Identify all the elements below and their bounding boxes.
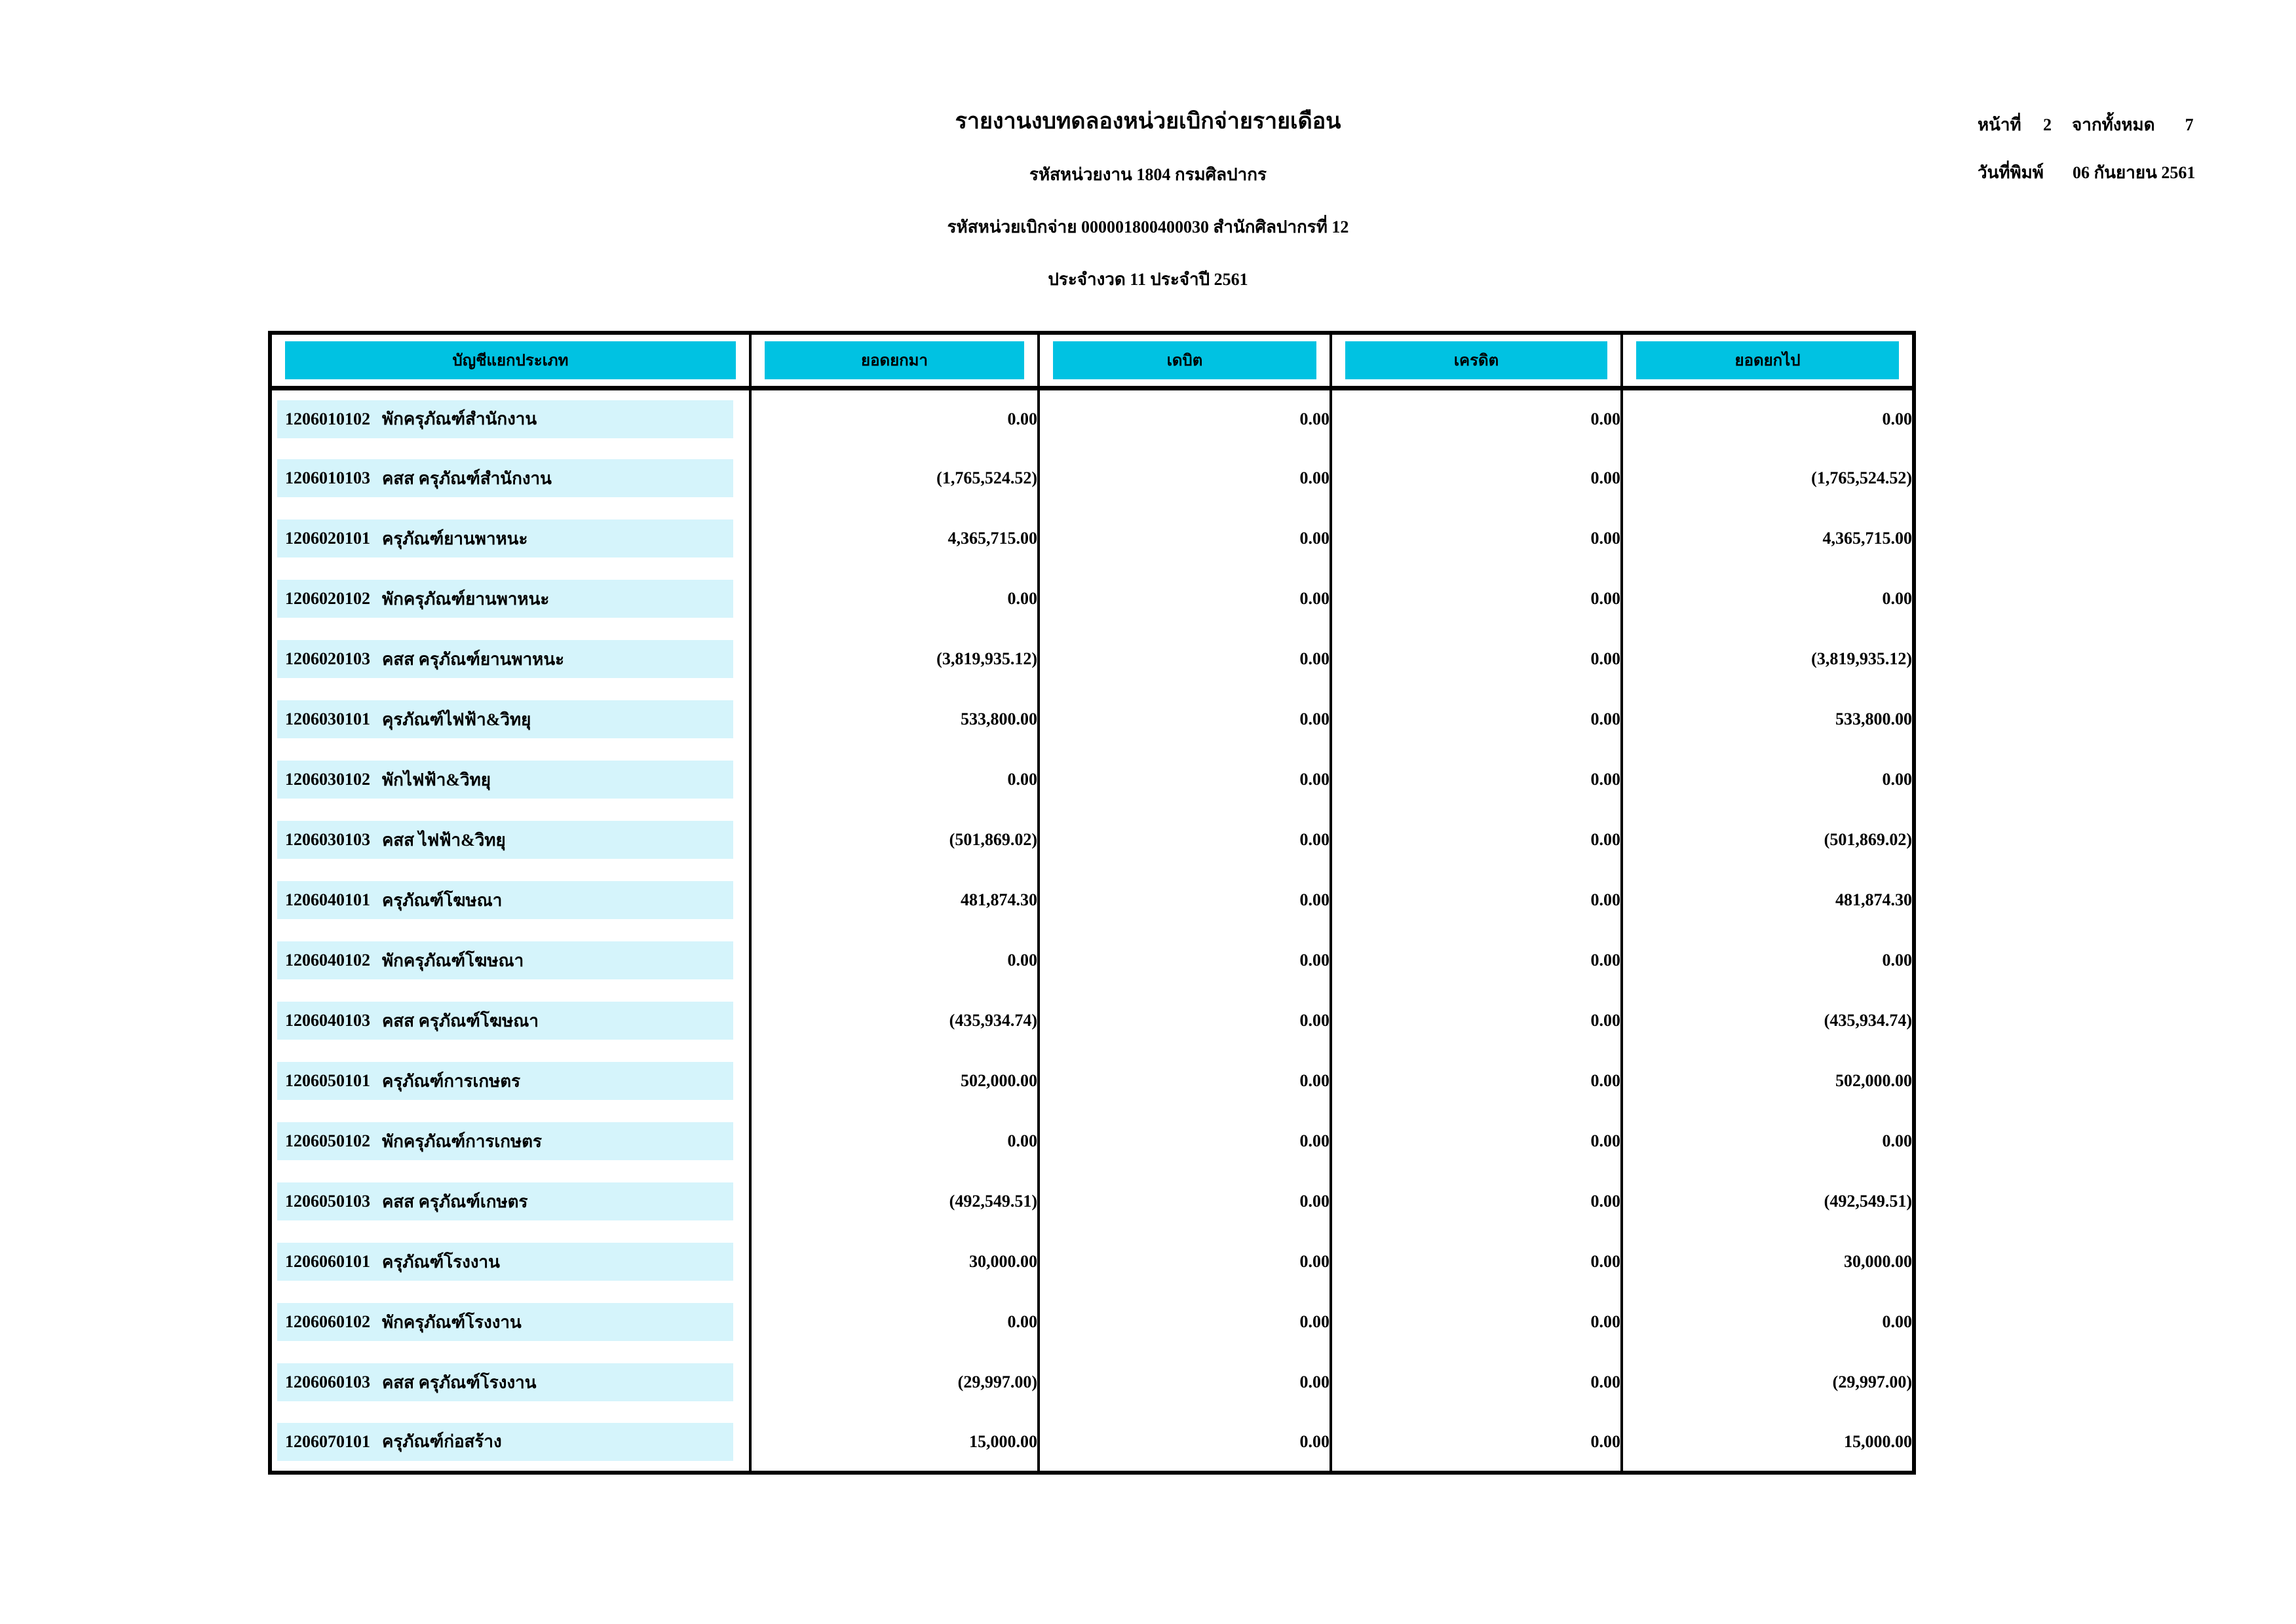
page-label: หน้าที่ [1978, 115, 2021, 134]
account-code: 1206020102 [285, 589, 370, 608]
account-band [277, 941, 733, 979]
table-row [270, 1051, 1914, 1111]
debit-value: 0.00 [1039, 448, 1331, 508]
period-line: ประจำงวด 11 ประจำปี 2561 [1048, 270, 1248, 289]
closing-balance-value: 0.00 [1622, 388, 1914, 448]
account-band [277, 1423, 733, 1461]
debit-value: 0.00 [1039, 991, 1331, 1051]
credit-value: 0.00 [1331, 1051, 1622, 1111]
account-code: 1206060102 [285, 1312, 370, 1331]
credit-value: 0.00 [1331, 930, 1622, 991]
opening-balance-value: (1,765,524.52) [750, 448, 1039, 508]
account-name: ครุภัณฑ์โรงงาน [382, 1252, 500, 1272]
opening-balance-value: 30,000.00 [750, 1232, 1039, 1292]
account-name: ครุภัณฑ์การเกษตร [382, 1071, 521, 1091]
account-cell [270, 810, 750, 870]
account-code: 1206070101 [285, 1431, 370, 1451]
account-cell [270, 1051, 750, 1111]
report-title: รายงานงบทดลองหน่วยเบิกจ่ายรายเดือน [955, 109, 1341, 134]
opening-balance-value: 0.00 [750, 749, 1039, 810]
opening-balance-value: (435,934.74) [750, 991, 1039, 1051]
opening-balance-value: (3,819,935.12) [750, 629, 1039, 689]
table-row [270, 508, 1914, 569]
print-date: 06 กันยายน 2561 [2073, 163, 2196, 182]
account-code: 1206060101 [285, 1252, 370, 1271]
table-row [270, 991, 1914, 1051]
account-name: คสส ครุภัณฑ์ยานพาหนะ [382, 649, 565, 669]
account-name: คสส ครุภัณฑ์สำนักงาน [382, 468, 552, 488]
column-header-credit-chip: เครดิต [1345, 341, 1607, 379]
credit-value: 0.00 [1331, 870, 1622, 930]
total-pages: 7 [2185, 115, 2194, 134]
opening-balance-value: 0.00 [750, 930, 1039, 991]
debit-value: 0.00 [1039, 749, 1331, 810]
debit-value: 0.00 [1039, 1171, 1331, 1232]
account-band [277, 459, 733, 497]
account-band [277, 1363, 733, 1401]
account-cell [270, 1352, 750, 1412]
credit-value: 0.00 [1331, 629, 1622, 689]
table-row [270, 448, 1914, 508]
column-header-closing-balance [1622, 333, 1914, 388]
debit-value: 0.00 [1039, 1111, 1331, 1171]
account-name: พักไฟฟ้า&วิทยุ [382, 770, 491, 789]
account-cell [270, 1232, 750, 1292]
account-band [277, 881, 733, 919]
table-row [270, 1171, 1914, 1232]
page-info [1978, 111, 2195, 207]
account-cell [270, 569, 750, 629]
credit-value: 0.00 [1331, 689, 1622, 749]
credit-value: 0.00 [1331, 1111, 1622, 1171]
account-name: ครุภัณฑ์โฆษณา [382, 890, 503, 910]
account-cell [270, 689, 750, 749]
table-row [270, 1412, 1914, 1473]
credit-value: 0.00 [1331, 508, 1622, 569]
debit-value: 0.00 [1039, 388, 1331, 448]
agency-line: รหัสหน่วยงาน 1804 กรมศิลปากร [1029, 165, 1267, 184]
account-band [277, 821, 733, 859]
opening-balance-value: (29,997.00) [750, 1352, 1039, 1412]
account-cell [270, 1111, 750, 1171]
column-header-debit-chip: เดบิต [1053, 341, 1316, 379]
table-header [270, 333, 1914, 388]
debit-value: 0.00 [1039, 1051, 1331, 1111]
account-name: พักครุภัณฑ์ยานพาหนะ [382, 589, 550, 609]
account-code: 1206030103 [285, 830, 370, 849]
print-date-label: วันที่พิมพ์ [1978, 163, 2044, 182]
account-band [277, 1062, 733, 1100]
account-cell [270, 448, 750, 508]
debit-value: 0.00 [1039, 1412, 1331, 1473]
account-band [277, 1182, 733, 1220]
account-code: 1206040103 [285, 1011, 370, 1030]
credit-value: 0.00 [1331, 1171, 1622, 1232]
account-code: 1206050103 [285, 1192, 370, 1211]
account-band [277, 700, 733, 738]
account-code: 1206050102 [285, 1131, 370, 1150]
opening-balance-value: 0.00 [750, 388, 1039, 448]
account-code: 1206010103 [285, 468, 370, 487]
closing-balance-value: 502,000.00 [1622, 1051, 1914, 1111]
table-row [270, 1352, 1914, 1412]
closing-balance-value: 0.00 [1622, 749, 1914, 810]
table-header-row [270, 333, 1914, 388]
debit-value: 0.00 [1039, 1292, 1331, 1352]
account-band [277, 580, 733, 618]
credit-value: 0.00 [1331, 810, 1622, 870]
account-band [277, 640, 733, 678]
disbursing-unit-line: รหัสหน่วยเบิกจ่าย 000001800400030 สำนักศิลปากรที่ 12 [947, 217, 1349, 236]
page-number: 2 [2043, 115, 2052, 134]
table-row [270, 1111, 1914, 1171]
account-code: 1206030102 [285, 770, 370, 789]
table-row [270, 930, 1914, 991]
account-name: ครุภัณฑ์ยานพาหนะ [382, 529, 528, 548]
column-header-debit [1039, 333, 1331, 388]
account-code: 1206030101 [285, 709, 370, 728]
closing-balance-value: (492,549.51) [1622, 1171, 1914, 1232]
account-cell [270, 629, 750, 689]
account-code: 1206040101 [285, 890, 370, 909]
credit-value: 0.00 [1331, 569, 1622, 629]
column-header-opening-balance [750, 333, 1039, 388]
account-band [277, 1122, 733, 1160]
closing-balance-value: 30,000.00 [1622, 1232, 1914, 1292]
table-row [270, 388, 1914, 448]
column-header-account [270, 333, 750, 388]
account-cell [270, 991, 750, 1051]
column-header-opening-balance-chip: ยอดยกมา [765, 341, 1024, 379]
account-code: 1206010102 [285, 409, 370, 428]
closing-balance-value: (3,819,935.12) [1622, 629, 1914, 689]
debit-value: 0.00 [1039, 930, 1331, 991]
table-row [270, 689, 1914, 749]
closing-balance-value: (29,997.00) [1622, 1352, 1914, 1412]
credit-value: 0.00 [1331, 1352, 1622, 1412]
closing-balance-value: 0.00 [1622, 569, 1914, 629]
account-name: พักครุภัณฑ์โรงงาน [382, 1312, 522, 1332]
account-name: พักครุภัณฑ์การเกษตร [382, 1131, 543, 1151]
opening-balance-value: (492,549.51) [750, 1171, 1039, 1232]
account-name: คสส ไฟฟ้า&วิทยุ [382, 830, 506, 850]
closing-balance-value: 0.00 [1622, 930, 1914, 991]
opening-balance-value: 4,365,715.00 [750, 508, 1039, 569]
account-cell [270, 930, 750, 991]
table-row [270, 569, 1914, 629]
total-pages-label: จากทั้งหมด [2072, 115, 2155, 134]
page-number-row [1978, 111, 2195, 138]
report-header [0, 107, 2296, 292]
closing-balance-value: 481,874.30 [1622, 870, 1914, 930]
account-band [277, 1243, 733, 1281]
account-code: 1206060103 [285, 1372, 370, 1391]
table-row [270, 629, 1914, 689]
closing-balance-value: 0.00 [1622, 1292, 1914, 1352]
credit-value: 0.00 [1331, 448, 1622, 508]
account-cell [270, 508, 750, 569]
debit-value: 0.00 [1039, 870, 1331, 930]
account-code: 1206020101 [285, 529, 370, 548]
account-band [277, 519, 733, 557]
closing-balance-value: (501,869.02) [1622, 810, 1914, 870]
account-band [277, 400, 733, 438]
opening-balance-value: 533,800.00 [750, 689, 1039, 749]
closing-balance-value: 15,000.00 [1622, 1412, 1914, 1473]
account-cell [270, 388, 750, 448]
account-cell [270, 749, 750, 810]
table-body [270, 388, 1914, 1473]
table-row [270, 810, 1914, 870]
table-row [270, 870, 1914, 930]
print-date-row [1978, 159, 2195, 186]
account-band [277, 1002, 733, 1040]
account-cell [270, 870, 750, 930]
column-header-credit [1331, 333, 1622, 388]
account-name: พักครุภัณฑ์โฆษณา [382, 951, 524, 970]
closing-balance-value: (435,934.74) [1622, 991, 1914, 1051]
opening-balance-value: 0.00 [750, 1292, 1039, 1352]
account-name: ครุภัณฑ์ก่อสร้าง [382, 1432, 502, 1451]
debit-value: 0.00 [1039, 810, 1331, 870]
closing-balance-value: (1,765,524.52) [1622, 448, 1914, 508]
debit-value: 0.00 [1039, 508, 1331, 569]
closing-balance-value: 0.00 [1622, 1111, 1914, 1171]
account-name: คสส ครุภัณฑ์เกษตร [382, 1192, 528, 1211]
opening-balance-value: 481,874.30 [750, 870, 1039, 930]
credit-value: 0.00 [1331, 388, 1622, 448]
credit-value: 0.00 [1331, 1232, 1622, 1292]
account-cell [270, 1292, 750, 1352]
account-cell [270, 1171, 750, 1232]
closing-balance-value: 4,365,715.00 [1622, 508, 1914, 569]
account-band [277, 761, 733, 799]
debit-value: 0.00 [1039, 1352, 1331, 1412]
opening-balance-value: 0.00 [750, 1111, 1039, 1171]
opening-balance-value: 502,000.00 [750, 1051, 1039, 1111]
account-code: 1206040102 [285, 951, 370, 970]
column-header-account-chip: บัญชีแยกประเภท [285, 341, 736, 379]
table-row [270, 749, 1914, 810]
credit-value: 0.00 [1331, 1412, 1622, 1473]
credit-value: 0.00 [1331, 1292, 1622, 1352]
account-band [277, 1303, 733, 1341]
account-name: คสส ครุภัณฑ์โฆษณา [382, 1011, 539, 1030]
account-code: 1206050101 [285, 1071, 370, 1090]
trial-balance-table [268, 331, 1916, 1475]
opening-balance-value: (501,869.02) [750, 810, 1039, 870]
table-row [270, 1232, 1914, 1292]
table-row [270, 1292, 1914, 1352]
debit-value: 0.00 [1039, 629, 1331, 689]
credit-value: 0.00 [1331, 749, 1622, 810]
account-name: คสส ครุภัณฑ์โรงงาน [382, 1372, 537, 1392]
account-name: คุรภัณฑ์ไฟฟ้า&วิทยุ [382, 709, 531, 729]
debit-value: 0.00 [1039, 1232, 1331, 1292]
debit-value: 0.00 [1039, 689, 1331, 749]
debit-value: 0.00 [1039, 569, 1331, 629]
account-cell [270, 1412, 750, 1473]
account-name: พักครุภัณฑ์สำนักงาน [382, 409, 537, 429]
column-header-closing-balance-chip: ยอดยกไป [1636, 341, 1899, 379]
closing-balance-value: 533,800.00 [1622, 689, 1914, 749]
account-code: 1206020103 [285, 649, 370, 668]
credit-value: 0.00 [1331, 991, 1622, 1051]
opening-balance-value: 15,000.00 [750, 1412, 1039, 1473]
opening-balance-value: 0.00 [750, 569, 1039, 629]
